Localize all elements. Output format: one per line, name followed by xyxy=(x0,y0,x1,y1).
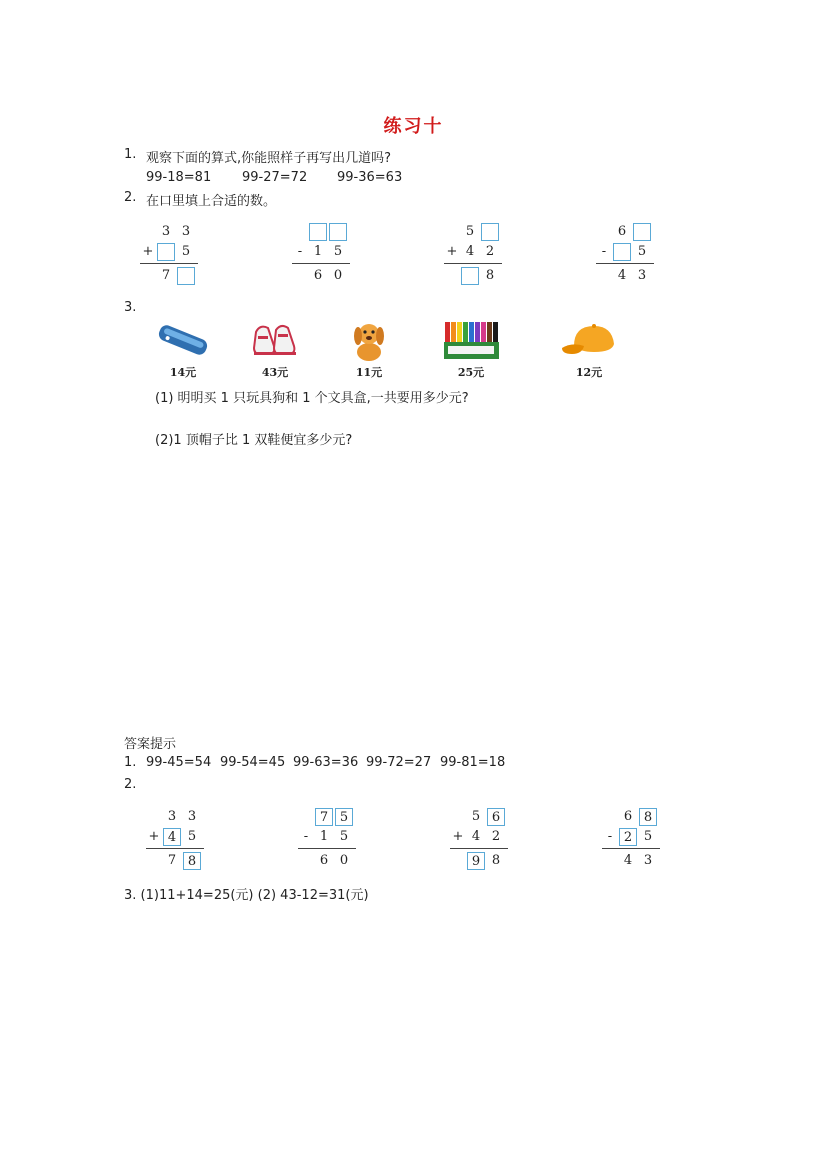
digit: 7 xyxy=(161,268,171,283)
q3-sub-question-2: (2)1 顶帽子比 1 双鞋便宜多少元? xyxy=(155,433,353,448)
answer-box[interactable] xyxy=(309,223,327,241)
q3-number: 3. xyxy=(124,300,137,315)
vertical-problem-4 xyxy=(602,804,682,870)
a1-item-3: 99-63=36 xyxy=(293,755,359,770)
digit: 5 xyxy=(471,809,481,824)
operator-sign: + xyxy=(142,244,154,259)
item-pencil-case xyxy=(148,318,218,382)
sum-line xyxy=(140,263,198,264)
toy-dog-icon xyxy=(340,318,398,362)
answer-box[interactable] xyxy=(461,267,479,285)
digit: 5 xyxy=(339,829,349,844)
digit: 6 xyxy=(617,224,627,239)
answers-heading: 答案提示 xyxy=(124,737,177,752)
item-price: 11元 xyxy=(355,366,383,379)
answer-box: 2 xyxy=(619,828,637,846)
crayons-icon xyxy=(442,318,500,362)
item-price: 25元 xyxy=(457,366,485,379)
operator-sign: + xyxy=(148,829,160,844)
sum-line xyxy=(292,263,350,264)
answer-box: 7 xyxy=(315,808,333,826)
answer-box[interactable] xyxy=(613,243,631,261)
digit: 3 xyxy=(161,224,171,239)
digit: 0 xyxy=(333,268,343,283)
a1-number: 1. xyxy=(124,755,137,770)
digit: 4 xyxy=(617,268,627,283)
item-shoes xyxy=(240,318,310,382)
digit: 5 xyxy=(637,244,647,259)
vertical-problem-2 xyxy=(292,219,372,285)
digit: 1 xyxy=(319,829,329,844)
vertical-problem-2 xyxy=(298,804,378,870)
a1-item-2: 99-54=45 xyxy=(220,755,286,770)
a2-number: 2. xyxy=(124,777,137,792)
digit: 7 xyxy=(167,853,177,868)
sum-line xyxy=(596,263,654,264)
digit: 4 xyxy=(471,829,481,844)
pencil-case-icon xyxy=(154,318,212,362)
operator-sign: + xyxy=(452,829,464,844)
cap-icon xyxy=(560,318,618,362)
digit: 4 xyxy=(623,853,633,868)
item-price: 12元 xyxy=(575,366,603,379)
digit: 8 xyxy=(491,853,501,868)
answer-box[interactable] xyxy=(177,267,195,285)
a1-item-5: 99-81=18 xyxy=(440,755,506,770)
operator-sign: - xyxy=(601,244,607,259)
digit: 4 xyxy=(465,244,475,259)
vertical-problem-1 xyxy=(146,804,226,870)
digit: 5 xyxy=(181,244,191,259)
digit: 3 xyxy=(643,853,653,868)
answer-box: 4 xyxy=(163,828,181,846)
q1-number: 1. xyxy=(124,147,137,162)
q1-example-2: 99-27=72 xyxy=(242,170,308,185)
digit: 3 xyxy=(167,809,177,824)
item-price: 43元 xyxy=(261,366,289,379)
digit: 5 xyxy=(187,829,197,844)
sum-line xyxy=(602,848,660,849)
operator-sign: - xyxy=(303,829,309,844)
digit: 0 xyxy=(339,853,349,868)
digit: 3 xyxy=(181,224,191,239)
digit: 3 xyxy=(637,268,647,283)
digit: 1 xyxy=(313,244,323,259)
sum-line xyxy=(146,848,204,849)
sum-line xyxy=(444,263,502,264)
answer-box[interactable] xyxy=(481,223,499,241)
item-toy-dog xyxy=(334,318,404,382)
digit: 3 xyxy=(187,809,197,824)
digit: 2 xyxy=(491,829,501,844)
digit: 6 xyxy=(319,853,329,868)
answer-box: 8 xyxy=(639,808,657,826)
page-title: 练习十 xyxy=(383,116,444,137)
operator-sign: + xyxy=(446,244,458,259)
answer-box: 9 xyxy=(467,852,485,870)
sum-line xyxy=(450,848,508,849)
answer-box[interactable] xyxy=(633,223,651,241)
digit: 8 xyxy=(485,268,495,283)
answer-box: 8 xyxy=(183,852,201,870)
sum-line xyxy=(298,848,356,849)
item-cap xyxy=(554,318,624,382)
item-crayons xyxy=(436,318,506,382)
digit: 6 xyxy=(313,268,323,283)
digit: 5 xyxy=(465,224,475,239)
vertical-problem-3 xyxy=(450,804,530,870)
item-price: 14元 xyxy=(169,366,197,379)
q3-sub-question-1: (1) 明明买 1 只玩具狗和 1 个文具盒,一共要用多少元? xyxy=(155,391,469,406)
q1-example-1: 99-18=81 xyxy=(146,170,212,185)
vertical-problem-1 xyxy=(140,219,220,285)
shoes-icon xyxy=(246,318,304,362)
q1-text: 观察下面的算式,你能照样子再写出几道吗? xyxy=(146,151,392,166)
vertical-problem-4 xyxy=(596,219,676,285)
operator-sign: - xyxy=(297,244,303,259)
a3-text: 3. (1)11+14=25(元) (2) 43-12=31(元) xyxy=(124,888,369,903)
answer-box: 5 xyxy=(335,808,353,826)
digit: 5 xyxy=(643,829,653,844)
digit: 6 xyxy=(623,809,633,824)
answer-box[interactable] xyxy=(329,223,347,241)
q2-text: 在口里填上合适的数。 xyxy=(146,194,277,209)
vertical-problem-3 xyxy=(444,219,524,285)
operator-sign: - xyxy=(607,829,613,844)
q1-example-3: 99-36=63 xyxy=(337,170,403,185)
answer-box[interactable] xyxy=(157,243,175,261)
a1-item-4: 99-72=27 xyxy=(366,755,432,770)
digit: 5 xyxy=(333,244,343,259)
digit: 2 xyxy=(485,244,495,259)
a1-item-1: 99-45=54 xyxy=(146,755,212,770)
answer-box: 6 xyxy=(487,808,505,826)
q2-number: 2. xyxy=(124,190,137,205)
